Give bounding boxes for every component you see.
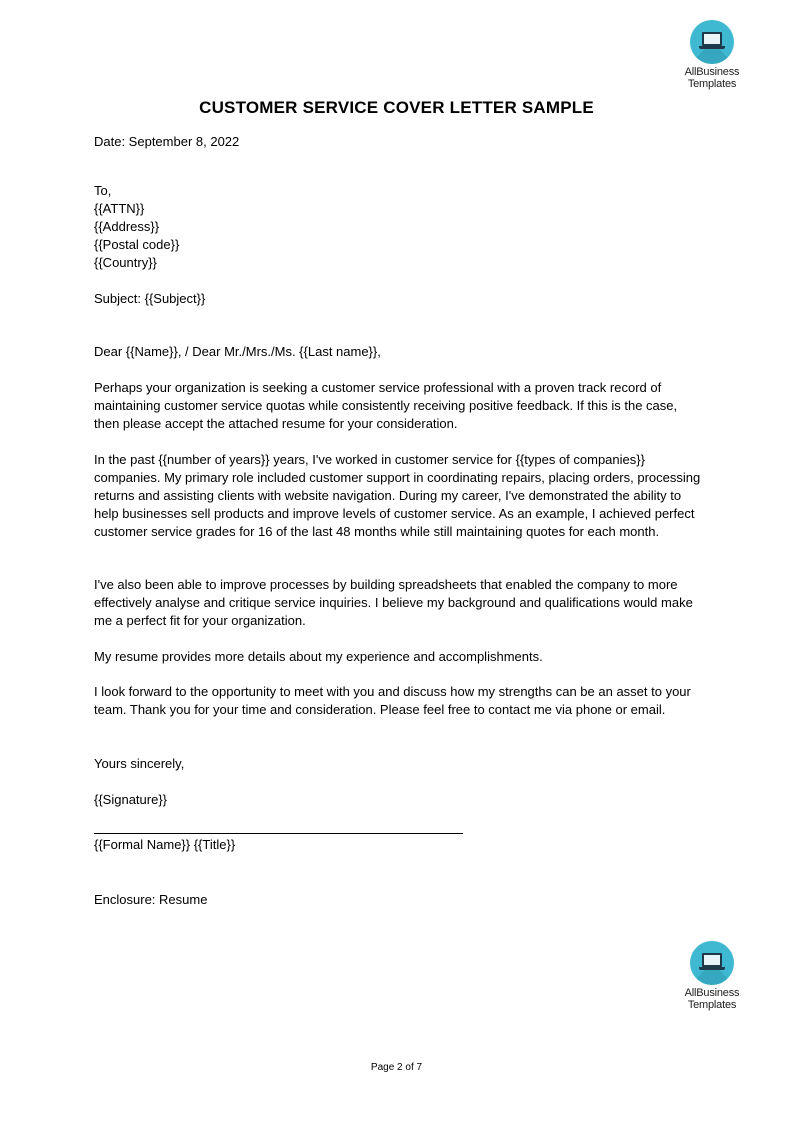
signature-placeholder: {{Signature}} <box>94 792 168 807</box>
paragraph-1: Perhaps your organization is seeking a customer service professional with a proven track record of maintaining customer service quotas while consistently receiving positive feedback. If this is the case, then please accept the attached resume for your consideration. <box>94 380 678 431</box>
salutation: Dear {{Name}}, / Dear Mr./Mrs./Ms. {{Last name}}, <box>94 344 381 359</box>
page-number: Page 2 of 7 <box>370 1062 423 1073</box>
recipient-country: {{Country}} <box>94 255 157 270</box>
paragraph-4: My resume provides more details about my experience and accomplishments. <box>94 649 543 664</box>
recipient-address: {{Address}} <box>94 219 160 234</box>
enclosure: Enclosure: Resume <box>94 892 208 907</box>
allbusiness-logo-bottom <box>672 941 752 1011</box>
paragraph-5: I look forward to the opportunity to meet with you and discuss how my strengths can be an asset to your team. Thank you for your time and consideration. Please feel free to contact me via phone or email. <box>94 684 691 717</box>
recipient-attn: {{ATTN}} <box>94 201 145 216</box>
date-line: Date: September 8, 2022 <box>94 134 240 149</box>
paragraph-3: I've also been able to improve processes by building spreadsheets that enabled the company to more effectively analyse and critique service inquiries. I believe my background and qualifications would make me a perfect fit for your organization. <box>94 577 693 628</box>
closing: Yours sincerely, <box>94 756 185 771</box>
logo-text <box>672 66 752 90</box>
laptop-icon <box>690 20 734 64</box>
logo-line1: AllBusiness <box>684 987 740 999</box>
allbusiness-logo-top <box>672 20 752 90</box>
laptop-icon <box>690 941 734 985</box>
recipient-to: To, <box>94 183 112 198</box>
logo-line2: Templates <box>687 78 737 90</box>
signature-rule <box>94 833 463 834</box>
paragraph-2: In the past {{number of years}} years, I've worked in customer service for {{types of companies}} companies. My primary role included customer support in coordinating repairs, placing orders, processing returns and assisting clients with website navigation. During my career, I've demonstrated the ability to help businesses sell products and improve levels of customer service. As an example, I achieved perfect customer service grades for 16 of the last 48 months while still maintaining quotes for each month. <box>94 452 701 539</box>
logo-text <box>672 987 752 1011</box>
logo-line2: Templates <box>687 999 737 1011</box>
document-title: CUSTOMER SERVICE COVER LETTER SAMPLE <box>199 98 594 117</box>
subject-line: Subject: {{Subject}} <box>94 291 206 306</box>
formal-name: {{Formal Name}} {{Title}} <box>94 837 236 852</box>
logo-line1: AllBusiness <box>684 66 740 78</box>
recipient-postal-code: {{Postal code}} <box>94 237 180 252</box>
